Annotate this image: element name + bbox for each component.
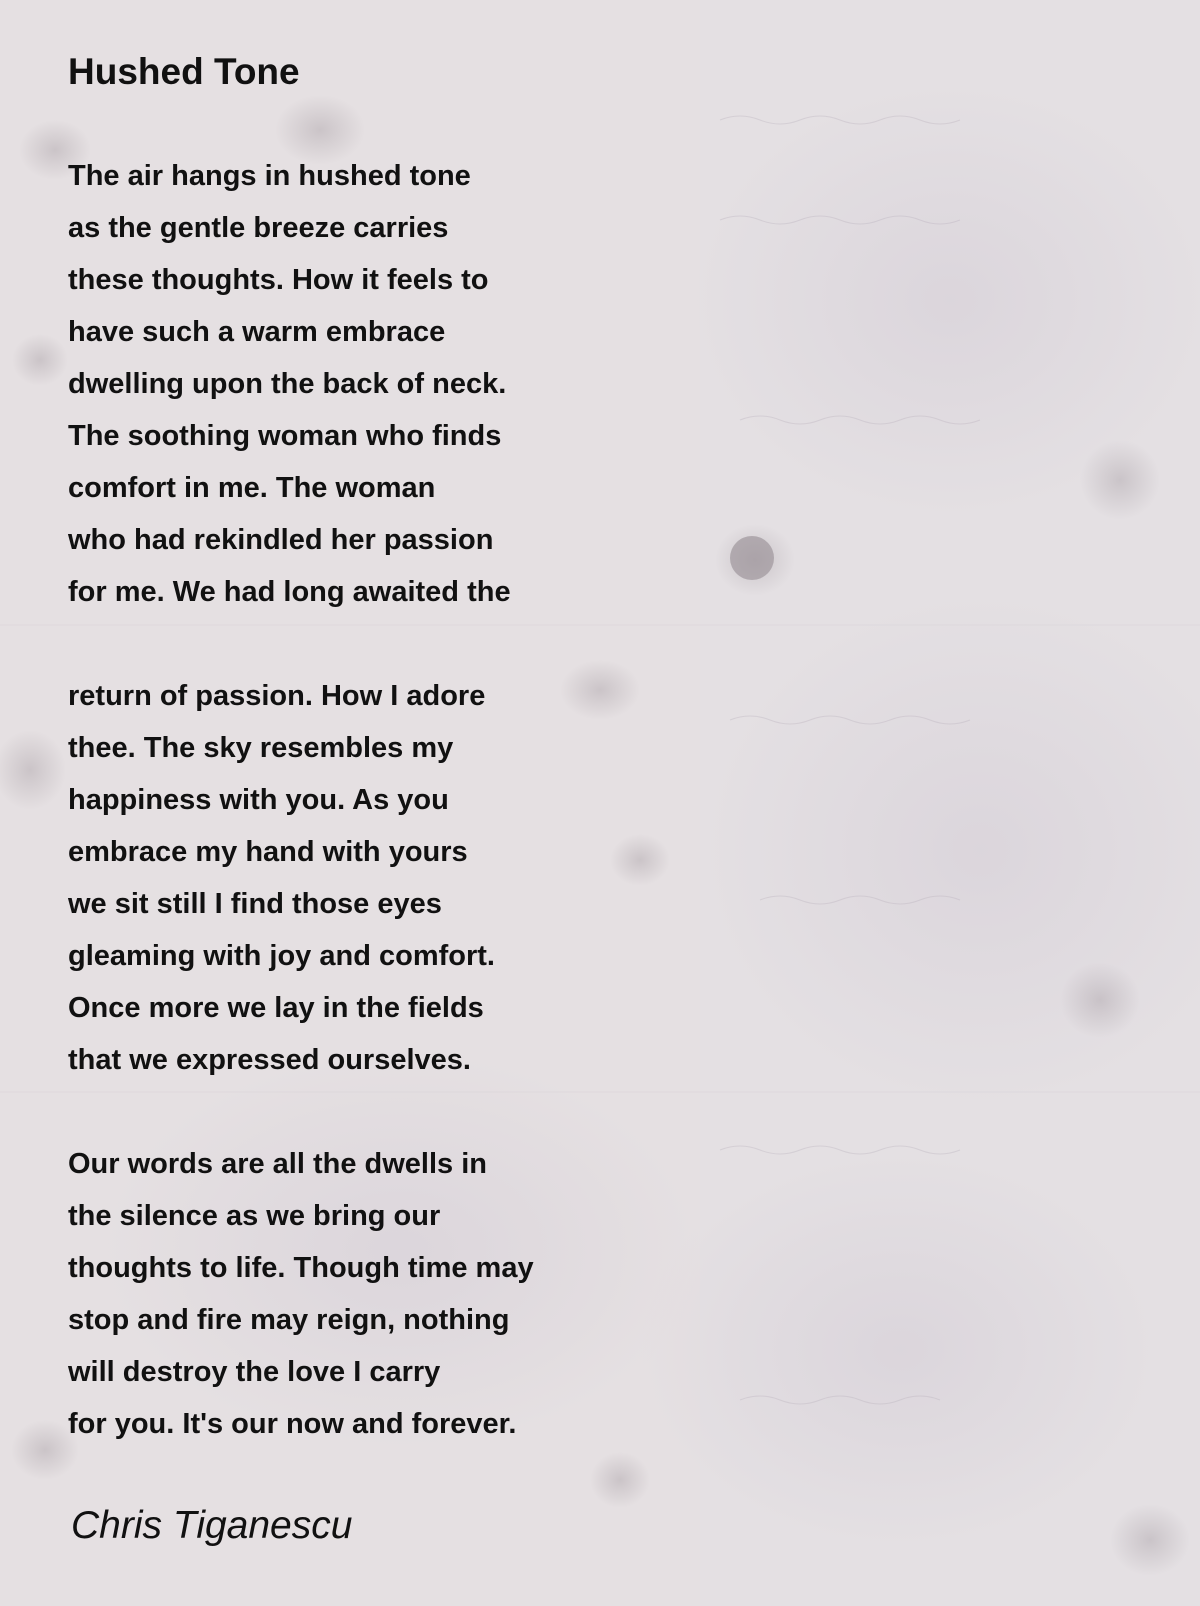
poem-line: stop and fire may reign, nothing <box>68 1304 510 1336</box>
poem-line: happiness with you. As you <box>68 784 449 816</box>
poem-line: comfort in me. The woman <box>68 472 436 504</box>
poem-author: Chris Tiganescu <box>71 1504 353 1547</box>
poem-title: Hushed Tone <box>68 51 300 92</box>
poem-line: The soothing woman who finds <box>68 420 502 452</box>
stanza-1 <box>68 150 534 618</box>
poem-body <box>68 150 534 1450</box>
poem-line: for you. It's our now and forever. <box>68 1408 517 1440</box>
poem-line: for me. We had long awaited the <box>68 576 511 608</box>
poem-line: who had rekindled her passion <box>68 524 494 556</box>
poem-line: embrace my hand with yours <box>68 836 468 868</box>
stanza-break <box>68 618 534 670</box>
poem-line: thoughts to life. Though time may <box>68 1252 534 1284</box>
poem-line: as the gentle breeze carries <box>68 212 449 244</box>
poem-line: gleaming with joy and comfort. <box>68 940 495 972</box>
poem-line: will destroy the love I carry <box>68 1356 441 1388</box>
poem-line: Our words are all the dwells in <box>68 1148 487 1180</box>
poem-line: Once more we lay in the fields <box>68 992 484 1024</box>
poem-line: the silence as we bring our <box>68 1200 441 1232</box>
stanza-break <box>68 1086 534 1138</box>
poem-line: we sit still I find those eyes <box>68 888 442 920</box>
poem-line: these thoughts. How it feels to <box>68 264 489 296</box>
poem-line: dwelling upon the back of neck. <box>68 368 507 400</box>
stanza-3 <box>68 1138 534 1450</box>
poem-line: return of passion. How I adore <box>68 680 486 712</box>
poem-line: have such a warm embrace <box>68 316 446 348</box>
stanza-2 <box>68 670 534 1086</box>
poem-line: The air hangs in hushed tone <box>68 160 471 192</box>
poem-line: that we expressed ourselves. <box>68 1044 471 1076</box>
poem-line: thee. The sky resembles my <box>68 732 454 764</box>
